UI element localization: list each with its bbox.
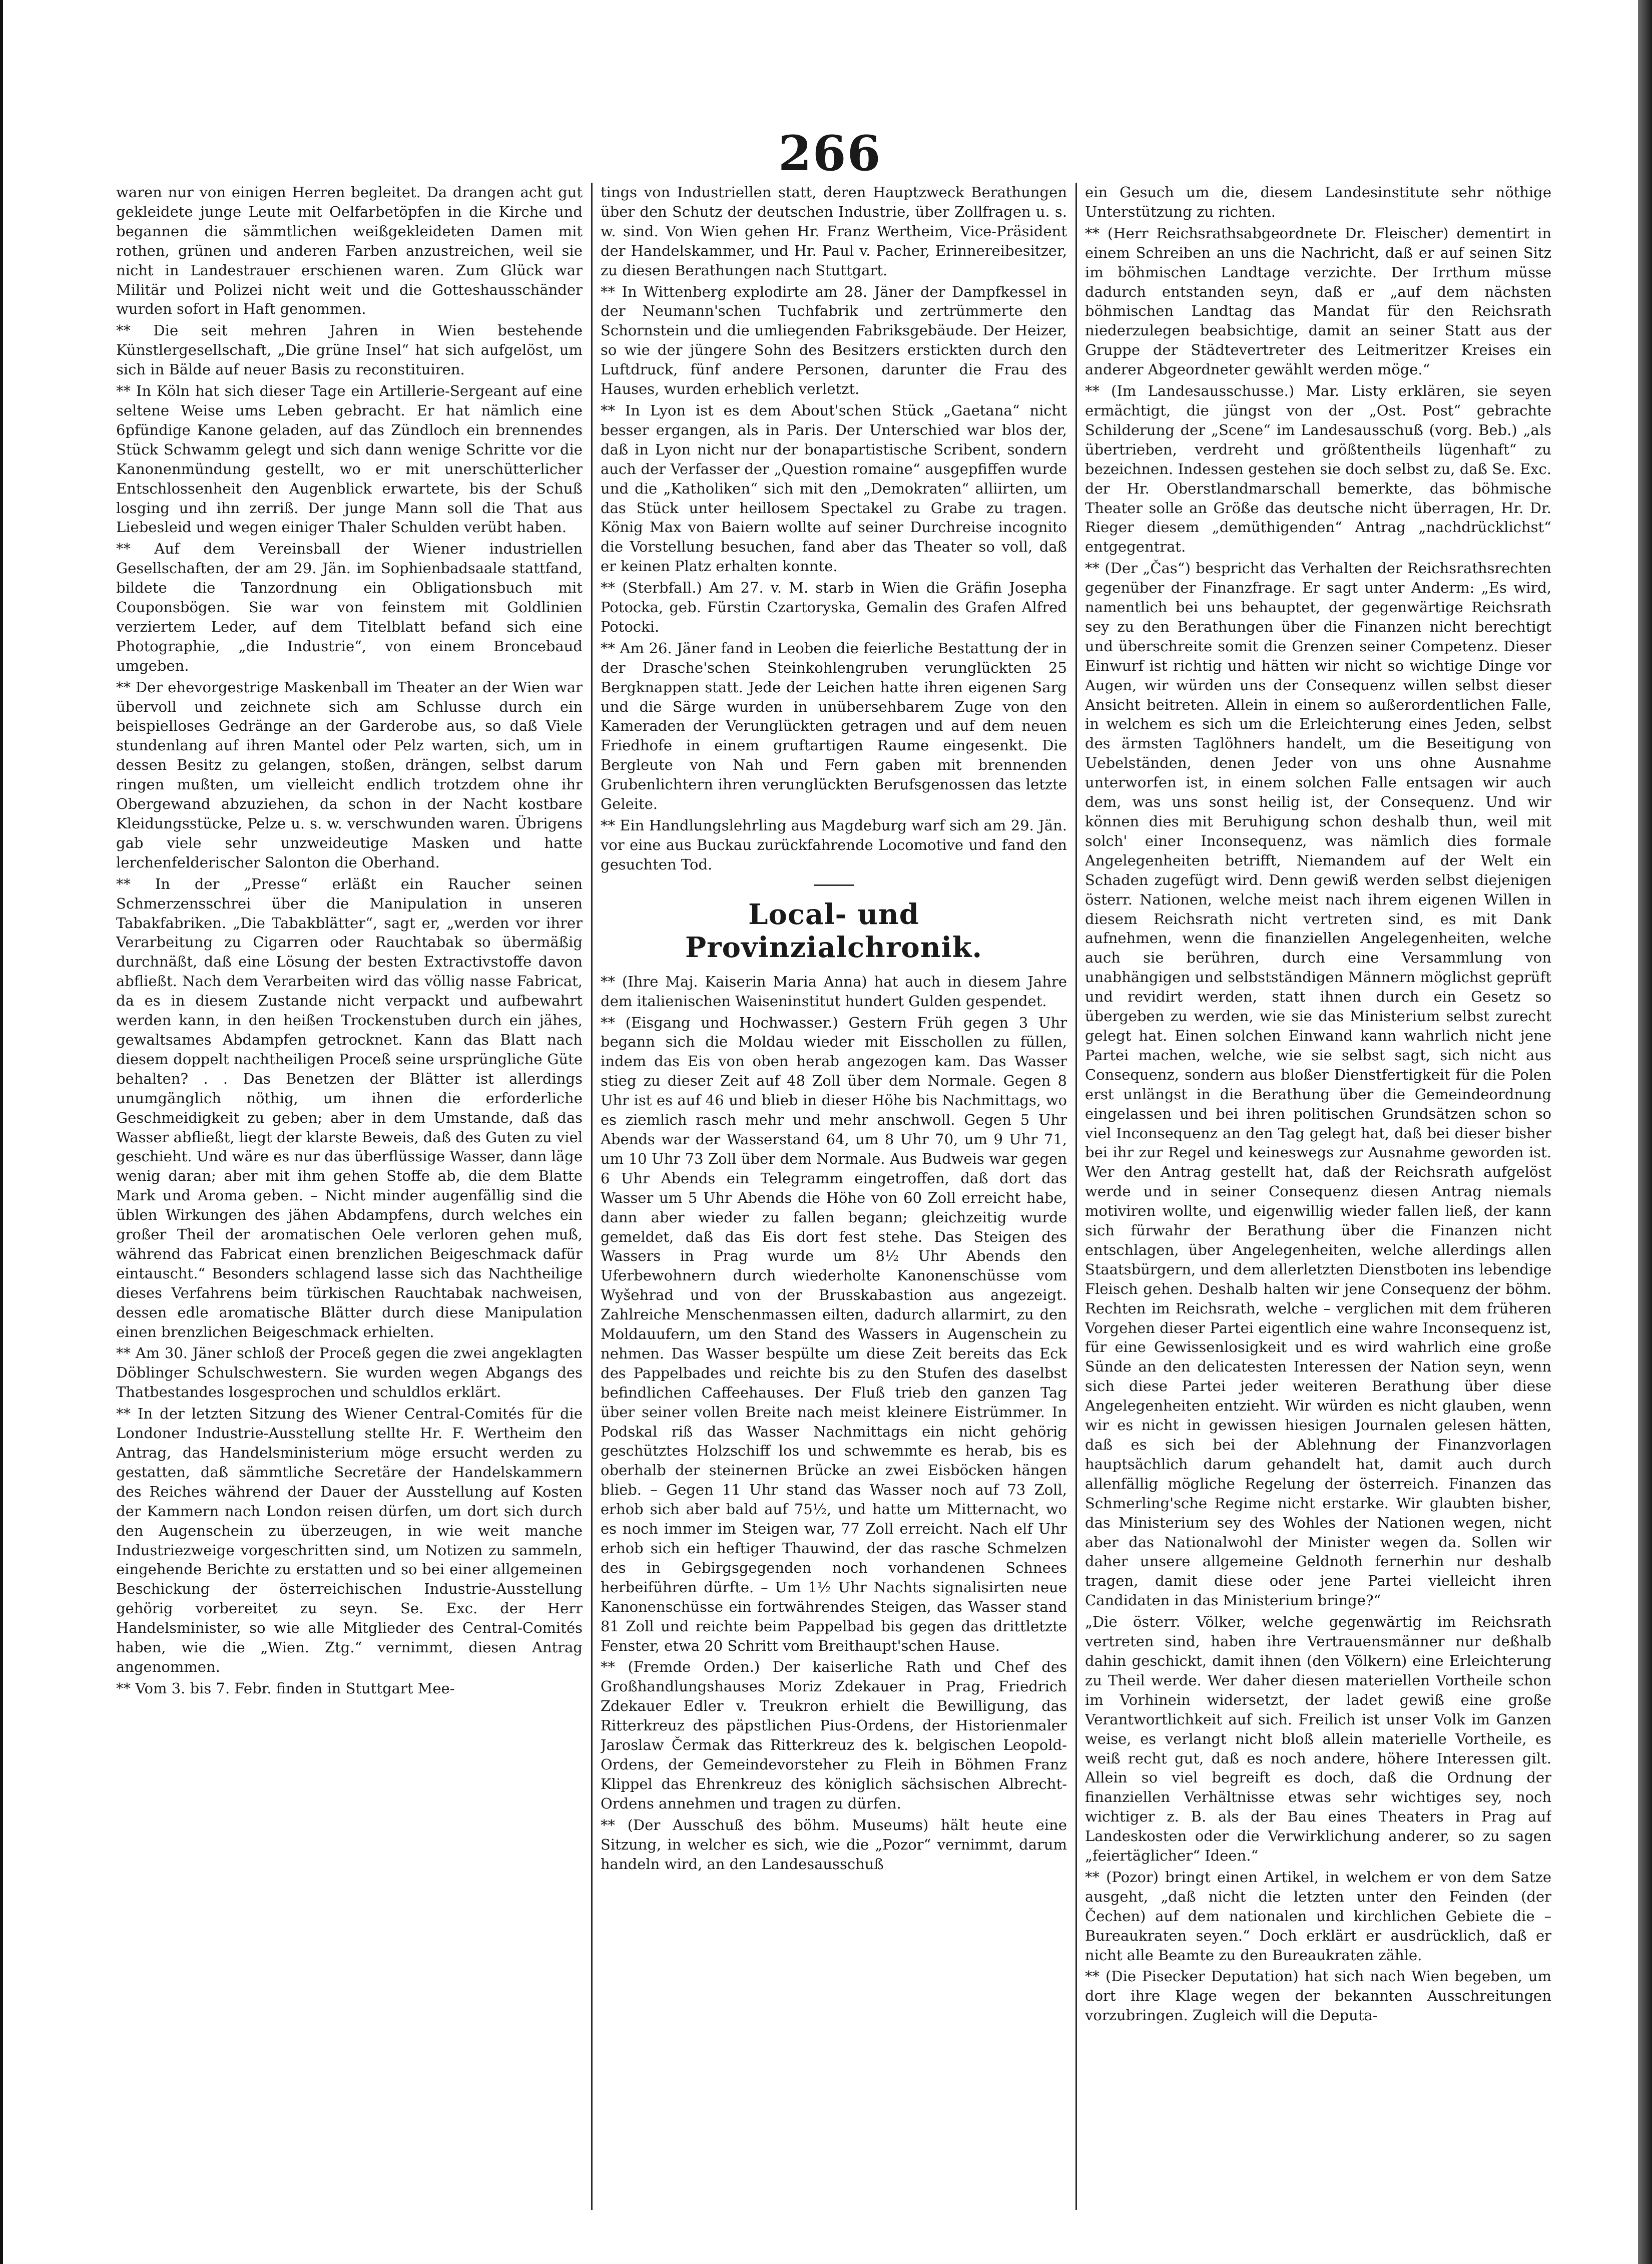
article-paragraph: ** Die seit mehren Jahren in Wien bestehende Künstlergesellschaft, „Die grüne Insel“ hat sich aufgelöst, um sich in Bälde auf neuer Basis zu reconstituiren.: [116, 322, 583, 378]
article-paragraph: ** (Der „Čas“) bespricht das Verhalten der Reichsrathsrechten gegenüber der Finanzfrage. Er sagt unter Anderm: „Es wird, namentlich bei uns behauptet, der gegenwärtige Reichsrath sey zu den Berathungen über die Finanzen nicht berechtigt und überschreite somit die Grenzen seiner Competenz. Dieser Einwurf ist richtig und hätten wir nicht so wichtige Dinge vor Augen, wir würden uns der Consequenz willen selbst dieser Ansicht beitreten. Allein in einem so außerordentlichen Falle, in welchem es sich um die Erleichterung eines Jeden, selbst des ärmsten Taglöhners handelt, um die Beseitigung von Uebelständen, denen Jeder von uns ohne Ausnahme unterworfen ist, in einem solchen Falle entsagen wir auch dem, was uns sonst heilig ist, der Consequenz. Und wir können dies mit Beruhigung schon deshalb thun, weil mit solch' einer Inconsequenz, was nämlich dies formale Angelegenheiten betrifft, Niemandem auf der Welt ein Schaden zugefügt wird. Denn gewiß werden selbst diejenigen österr. Nationen, welche meist nach ihrem eigenen Willen in diesem Reichsrath nicht vertreten sind, es mit Dank aufnehmen, wenn die finanziellen Angelegenheiten, welche auch sie berühren, durch eine Versammlung von unabhängigen und selbstständigen Männern möglichst geprüft und revidirt werden, statt ihnen durch ein Gesetz so übergeben zu werden, wie sie das Ministerium selbst zurecht gelegt hat. Einen solchen Einwand kann wahrlich nicht jene Partei machen, welche, wie sie selbst sagt, sich nicht aus Consequenz, sondern aus bloßer Dienstfertigkeit für die Polen erst unlängst in die Berathung über die Gemeindeordnung eingelassen und bei ihren politischen Grundsätzen schon so viel Inconsequenz an den Tag gelegt hat, daß bei dieser bisher bei ihr zur Regel und keineswegs zur Ausnahme geworden ist. Wer den Antrag gestellt hat, daß der Reichsrath aufgelöst werde und in seiner Consequenz diesen Antrag niemals motiviren wollte, und eigenwillig wieder fallen ließ, der kann sich fürwahr der Berathung über die Finanzen nicht entschlagen, über Angelegenheiten, welche allerdings allen Staatsbürgern, und dem allerletzten Dienstboten ins lebendige Fleisch gehen. Deshalb halten wir jene Consequenz der böhm. Rechten im Reichsrath, welche – verglichen mit dem früheren Vorgehen dieser Partei eigentlich eine wahre Inconsequenz ist, für eine Gewissenlosigkeit und es wird wahrlich eine große Sünde an den delicatesten Interessen der Nation seyn, wenn sich diese Partei jeder weiteren Berathung über diese Angelegenheiten entzieht. Wir würden es nicht glauben, wenn wir es nicht in gewissen hiesigen Journalen gelesen hätten, daß es sich bei der Ablehnung der Finanzvorlagen hauptsächlich darum gehandelt hat, damit auch durch allenfällig mögliche Regelung der österreich. Finanzen das Schmerling'sche Regime nicht erstarke. Wir glaubten bisher, das Ministerium sey des Wohles der Nationen wegen, nicht aber das Nationalwohl der Minister wegen da. Sollen wir daher unsere allgemeine Geldnoth fernerhin nur deshalb tragen, damit diese oder jene Partei vielleicht ihren Candidaten in das Ministerium bringe?“: [1085, 560, 1551, 1609]
column-rule: [1075, 183, 1077, 2210]
article-paragraph: ** In Köln hat sich dieser Tage ein Artillerie-Sergeant auf eine seltene Weise ums Leben gebracht. Er hat nämlich eine 6pfündige Kanone geladen, auf das Zündloch ein brennendes Stück Schwamm gelegt und sich dann wenige Schritte vor die Kanonenmündung gestellt, wo er mit unerschütterlicher Entschlossenheit den Augenblick erwartete, bis der Schuß losging und ihn zerriß. Der junge Mann soll die That aus Liebesleid und wegen einiger Thaler Schulden verübt haben.: [116, 382, 583, 536]
column-rule: [591, 183, 593, 2210]
article-paragraph: ** (Ihre Maj. Kaiserin Maria Anna) hat auch in diesem Jahre dem italienischen Waiseninstitut hundert Gulden gespendet.: [601, 973, 1067, 1010]
newspaper-columns: [116, 183, 1581, 2210]
column-1: [116, 183, 583, 2210]
article-paragraph: ein Gesuch um die, diesem Landesinstitute sehr nöthige Unterstützung zu richten.: [1085, 184, 1551, 220]
section-divider: [814, 884, 854, 886]
article-paragraph: ** In Lyon ist es dem About'schen Stück „Gaetana“ nicht besser ergangen, als in Paris. Der Unterschied war blos der, daß in Lyon nicht nur der bonapartistische Scribent, sondern auch der Verfasser der „Question romaine“ ausgepfiffen wurde und die „Katholiken“ sich mit den „Demokraten“ alliirten, um das Stück unter heillosem Spectakel zu Grabe zu tragen. König Max von Baiern wollte auf seiner Durchreise incognito die Vorstellung besuchen, fand aber das Theater so voll, daß er keinen Platz erhalten konnte.: [601, 401, 1067, 575]
article-paragraph: ** (Eisgang und Hochwasser.) Gestern Früh gegen 3 Uhr begann sich die Moldau wieder mit Eisschollen zu füllen, indem das Eis von oben herab angezogen kam. Das Wasser stieg zu dieser Zeit auf 48 Zoll über dem Normale. Gegen 8 Uhr ist es auf 46 und blieb in dieser Höhe bis Nachmittags, wo es ziemlich rasch mehr und mehr anschwoll. Gegen 5 Uhr Abends war der Wasserstand 64, um 8 Uhr 70, um 9 Uhr 71, um 10 Uhr 73 Zoll über dem Normale. Aus Budweis war gegen 6 Uhr Abends ein Telegramm eingetroffen, daß dort das Wasser um 5 Uhr Abends die Höhe von 60 Zoll erreicht habe, dann aber wieder zu fallen begann; gleichzeitig wurde gemeldet, daß das Eis dort fest stehe. Das Steigen des Wassers in Prag wurde um 8½ Uhr Abends den Uferbewohnern durch wiederholte Kanonenschüsse vom Wyšehrad und von der Brusskabastion aus angezeigt. Zahlreiche Menschenmassen eilten, dadurch allarmirt, zu den Moldauufern, um den Stand des Wassers in Augenschein zu nehmen. Das Wasser bespülte um diese Zeit bereits das Eck des Pappelbades und reichte bis zu den Stufen des daselbst befindlichen Caffeehauses. Der Fluß trieb den ganzen Tag über seiner vollen Breite nach meist kleinere Eistrümmer. In Podskal riß das Wasser Nachmittags ein nicht gehörig geschütztes Holzschiff los und schwemmte es herab, bis es oberhalb der steinernen Brücke an zwei Eisböcken hängen blieb. – Gegen 11 Uhr stand das Wasser noch auf 73 Zoll, erhob sich aber bald auf 75½, und hatte um Mitternacht, wo es noch immer im Steigen war, 77 Zoll erreicht. Nach elf Uhr erhob sich ein heftiger Thauwind, der das rasche Schmelzen des in Gebirgsgegenden noch vorhandenen Schnees herbeiführen dürfte. – Um 1½ Uhr Nachts signalisirten neue Kanonenschüsse ein fortwährendes Steigen, das Wasser stand 81 Zoll und reichte beim Pappelbad bis gegen das drittletzte Fenster, etwa 20 Schritt vom Breithaupt'schen Hause.: [601, 1014, 1067, 1654]
article-paragraph: ** Am 26. Jäner fand in Leoben die feierliche Bestattung der in der Drasche'schen Steinkohlengruben verunglückten 25 Bergknappen statt. Jede der Leichen hatte ihren eigenen Sarg und die Särge wurden in unübersehbarem Zuge von den Kameraden der Verunglückten getragen und auf dem neuen Friedhofe in einem gruftartigen Raume eingesenkt. Die Bergleute von Nah und Fern gaben mit brennenden Grubenlichtern ihren verunglückten Berufsgenossen das letzte Geleite.: [601, 639, 1067, 813]
column-2: [601, 183, 1067, 2210]
article-paragraph: ** (Pozor) bringt einen Artikel, in welchem er von dem Satze ausgeht, „daß nicht die letzten unter den Feinden (der Čechen) auf dem nationalen und kirchlichen Gebiete die – Bureaukraten seyen.“ Doch erklärt er ausdrücklich, daß er nicht alle Beamte zu den Bureaukraten zähle.: [1085, 1868, 1551, 1964]
article-paragraph: ** (Im Landesausschusse.) Mar. Listy erklären, sie seyen ermächtigt, die jüngst von der „Ost. Post“ gebrachte Schilderung der „Scene“ im Landesausschuß (vorg. Beb.) „als übertrieben, verdreht und größtentheils lügenhaft“ zu bezeichnen. Indessen gestehen sie doch selbst zu, daß Se. Exc. der Hr. Oberstlandmarschall bemerkte, das böhmische Theater solle an Größe das deutsche nicht überragen, Hr. Dr. Rieger diesem „demüthigenden“ Antrag „nachdrücklichst“ entgegentrat.: [1085, 382, 1551, 556]
article-paragraph: ** In Wittenberg explodirte am 28. Jäner der Dampfkessel in der Neumann'schen Tuchfabrik und zertrümmerte den Schornstein und die umliegenden Fabriksgebäude. Der Heizer, so wie der jüngere Sohn des Besitzers erstickten durch den Luftdruck, fünf andere Personen, darunter die Frau des Hauses, wurden erheblich verletzt.: [601, 283, 1067, 398]
article-paragraph: ** (Fremde Orden.) Der kaiserliche Rath und Chef des Großhandlungshauses Moriz Zdekauer in Prag, Friedrich Zdekauer Edler v. Treukron erhielt die Bewilligung, das Ritterkreuz des päpstlichen Pius-Ordens, der Historienmaler Jaroslaw Čermak das Ritterkreuz des k. belgischen Leopold-Ordens, der Gemeindevorsteher zu Fleih in Böhmen Franz Klippel das Ehrenkreuz des königlich sächsischen Albrecht-Ordens annehmen und tragen zu dürfen.: [601, 1658, 1067, 1812]
article-paragraph: ** (Die Pisecker Deputation) hat sich nach Wien begeben, um dort ihre Klage wegen der bekannten Ausschreitungen vorzubringen. Zugleich will die Deputa-: [1085, 1968, 1551, 2024]
scan-right-edge: [1638, 0, 1652, 2264]
article-paragraph: ** (Sterbfall.) Am 27. v. M. starb in Wien die Gräfin Josepha Potocka, geb. Fürstin Czartoryska, Gemalin des Grafen Alfred Potocki.: [601, 579, 1067, 635]
article-paragraph: ** Ein Handlungslehrling aus Magdeburg warf sich am 29. Jän. vor eine aus Buckau zurückfahrende Locomotive und fand den gesuchten Tod.: [601, 817, 1067, 873]
article-paragraph: ** Am 30. Jäner schloß der Proceß gegen die zwei angeklagten Döblinger Schulschwestern. Sie wurden wegen Abgangs des Thatbestandes losgesprochen und schuldlos erklärt.: [116, 1344, 583, 1401]
section-heading: Local- und Provinzialchronik.: [685, 897, 983, 964]
article-paragraph: „Die österr. Völker, welche gegenwärtig im Reichsrath vertreten sind, haben ihre Vertrauensmänner nur deßhalb dahin geschickt, damit ihnen (den Völkern) eine Erleichterung zu Theil werde. Wer daher diesen materiellen Vortheile schon im Vorhinein widersetzt, der ladet gewiß eine große Verantwortlichkeit auf sich. Freilich ist unser Volk im Ganzen weise, es verlangt nicht bloß allein materielle Vortheile, es weiß recht gut, daß es noch andere, höhere Interessen gilt. Allein so viel begreift es doch, daß die Ordnung der finanziellen Verhältnisse etwas sehr wichtiges sey, noch wichtiger z. B. als der Bau eines Theaters in Prag auf Landeskosten oder die Verwirklichung anderer, so zu sagen „feiertäglicher“ Ideen.“: [1085, 1613, 1551, 1865]
article-paragraph: ** Vom 3. bis 7. Febr. finden in Stuttgart Mee-: [116, 1679, 455, 1697]
article-paragraph: ** (Herr Reichsrathsabgeordnete Dr. Fleischer) dementirt in einem Schreiben an uns die Nachricht, daß er auf seinen Sitz im böhmischen Landtage verzichte. Der Irrthum müsse dadurch entstanden seyn, daß er „auf dem nächsten böhmischen Landtag das Mandat für den Reichsrath niederzulegen beabsichtige, damit an seiner Statt aus der Gruppe der Städtevertreter des Leitmeritzer Kreises ein anderer Abgeordneter gewählt werden möge.“: [1085, 224, 1551, 378]
column-3: [1085, 183, 1551, 2210]
scan-left-edge: [0, 0, 3, 2264]
article-paragraph: ** (Der Ausschuß des böhm. Museums) hält heute eine Sitzung, in welcher es sich, wie die „Pozor“ vernimmt, darum handeln wird, an den Landesausschuß: [601, 1816, 1067, 1873]
page-number: 266: [778, 125, 882, 182]
article-paragraph: ** In der „Presse“ erläßt ein Raucher seinen Schmerzensschrei über die Manipulation in unseren Tabakfabriken. „Die Tabakblätter“, sagt er, „werden vor ihrer Verarbeitung zu Cigarren oder Rauchtabak so übermäßig durchnäßt, daß eine Lösung der besten Extractivstoffe davon abfließt. Nach dem Verarbeiten wird das völlig nasse Fabricat, da es in diesem Zustande nicht verpackt und aufbewahrt werden kann, in den heißen Trockenstuben durch ein jähes, gewaltsames Abdampfen getrocknet. Kann das Blatt nach diesem doppelt nachtheiligen Proceß seine ursprüngliche Güte behalten? . . Das Benetzen der Blätter ist allerdings unumgänglich nöthig, um ihnen die erforderliche Geschmeidigkeit zu geben; aber in dem Umstande, daß das Wasser abfließt, liegt der klarste Beweis, daß des Guten zu viel geschieht. Und wäre es nur das überflüssige Wasser, dann läge wenig daran; aber mit ihm gehen Stoffe ab, die dem Blatte Mark und Aroma geben. – Nicht minder augenfällig sind die üblen Wirkungen des jähen Abdampfens, durch welches ein großer Theil der aromatischen Oele verloren gehen muß, während das Fabricat einen brenzlichen Beigeschmack dafür eintauscht.“ Besonders schlagend lasse sich das Nachtheilige dieses Verfahrens beim türkischen Rauchtabak nachweisen, dessen edle aromatische Blätter durch diese Manipulation einen brenzlichen Beigeschmack erhielten.: [116, 875, 583, 1340]
article-paragraph: waren nur von einigen Herren begleitet. Da drangen acht gut gekleidete junge Leute mit Oelfarbetöpfen in die Kirche und begannen die sämmtlichen weißgekleideten Damen mit rothen, grünen und anderen Farben anzustreichen, weil sie nicht in Landestrauer erschienen waren. Zum Glück war Militär und Polizei nicht weit und die Gotteshausschänder wurden sofort in Haft genommen.: [116, 184, 583, 318]
article-paragraph: tings von Industriellen statt, deren Hauptzweck Berathungen über den Schutz der deutschen Industrie, über Zollfragen u. s. w. sind. Von Wien gehen Hr. Franz Wertheim, Vice-Präsident der Handelskammer, und Hr. Paul v. Pacher, Erinnereibesitzer, zu diesen Berathungen nach Stuttgart.: [601, 184, 1067, 279]
article-paragraph: ** In der letzten Sitzung des Wiener Central-Comités für die Londoner Industrie-Ausstellung stellte Hr. F. Wertheim den Antrag, das Handelsministerium möge ersucht werden zu gestatten, daß sämmtliche Secretäre der Handelskammern des Reiches während der Dauer der Ausstellung auf Kosten der Kammern nach London reisen dürfen, um dort sich durch den Augenschein zu überzeugen, in wie weit manche Industriezweige vorgeschritten sind, um Notizen zu sammeln, eingehende Berichte zu erstatten und so bei einer allgemeinen Beschickung der österreichischen Industrie-Ausstellung gehörig vorbereitet zu seyn. Se. Exc. der Herr Handelsminister, so wie alle Mitglieder des Central-Comités haben, wie die „Wien. Ztg.“ vernimmt, diesen Antrag angenommen.: [116, 1405, 583, 1675]
article-paragraph: ** Der ehevorgestrige Maskenball im Theater an der Wien war übervoll und zeichnete sich am Schlusse durch ein beispielloses Gedränge an der Garderobe aus, so daß Viele stundenlang auf ihren Mantel oder Pelz warten, sich, um in dessen Besitz zu gelangen, stoßen, drängen, selbst darum ringen mußten, um vielleicht endlich trotzdem ohne ihr Obergewand abzuziehen, da schon in der Nacht kostbare Kleidungsstücke, Pelze u. s. w. verschwunden waren. Übrigens gab viele sehr unzweideutige Masken und hatte lerchenfelderischer Salonton die Oberhand.: [116, 678, 583, 871]
article-paragraph: ** Auf dem Vereinsball der Wiener industriellen Gesellschaften, der am 29. Jän. im Sophienbadsaale stattfand, bildete die Tanzordnung ein Obligationsbuch mit Couponsbögen. Sie war von feinstem mit Goldlinien verziertem Leder, auf dem Titelblatt befand sich eine Photographie, „die Industrie“, von einem Broncebaud umgeben.: [116, 540, 583, 674]
